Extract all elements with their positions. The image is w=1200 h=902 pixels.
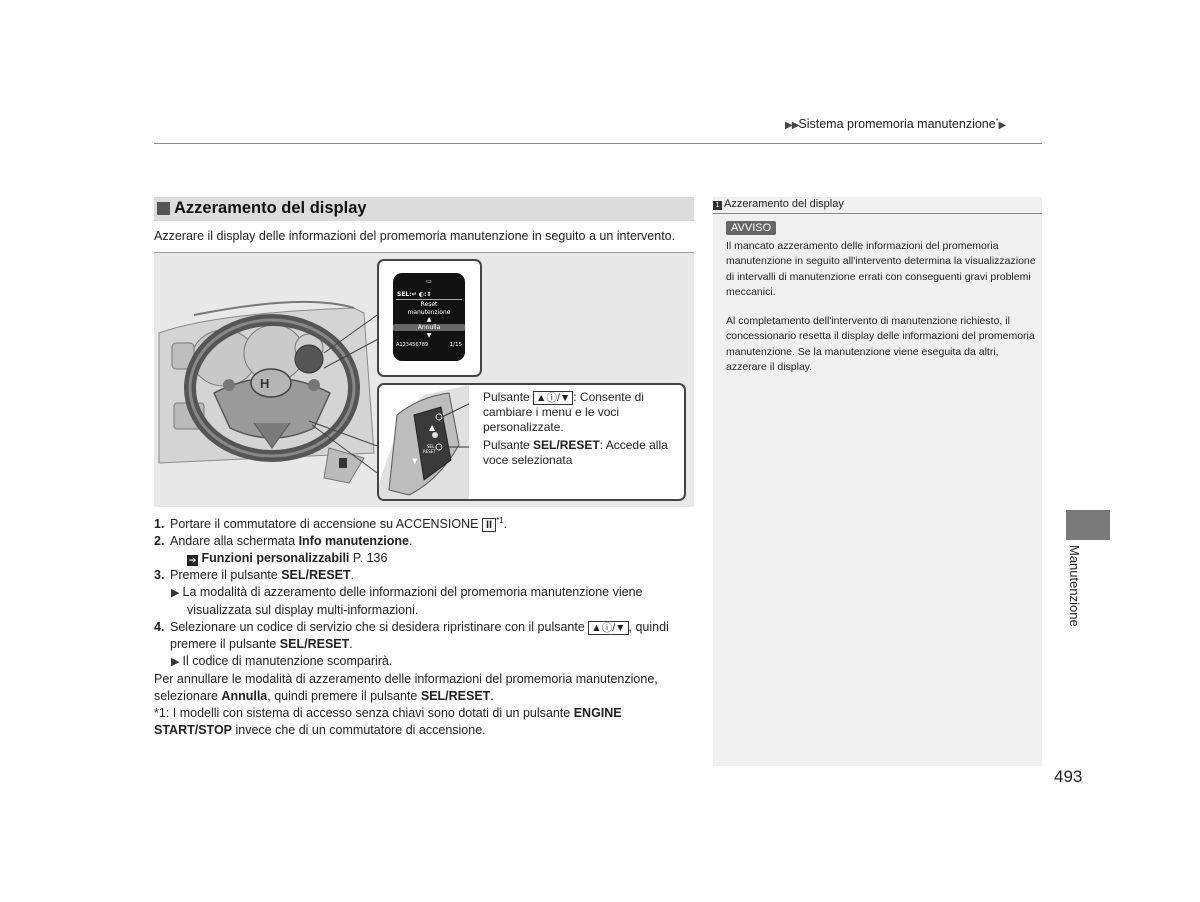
step-bold: SEL/RESET [279, 637, 350, 652]
cancel-bold: SEL/RESET [420, 689, 491, 704]
notice-badge: AVVISO [726, 221, 776, 235]
cancel-text: selezionare [154, 689, 218, 704]
multi-info-display [393, 273, 465, 361]
step-3: 3. Premere il pulsante SEL/RESET. [154, 568, 355, 583]
button-callout [377, 383, 686, 501]
callout1-prefix: Pulsante [483, 390, 530, 404]
callout2-prefix: Pulsante [483, 438, 530, 452]
step-number: 4. [154, 620, 165, 635]
sidebar-paragraph-1: Il mancato azzeramento delle informazioni del promemoria manutenzione in seguito all'intervento determina la visualizzazione di intervalli di manutenzione errati con conseguenti gravi problemi meccanici. [726, 240, 1036, 298]
ignition-on-icon: II [482, 518, 496, 532]
procedure-steps [154, 512, 699, 739]
intro-text: Azzerare il display delle informazioni del promemoria manutenzione in seguito a un intervento. [154, 229, 676, 243]
callout-sel-reset [483, 438, 673, 468]
screen-sel-line: SEL:↵ ◐:⇕ [397, 291, 432, 298]
footnote [154, 705, 699, 722]
result-text: Il codice di manutenzione scomparirà. [182, 654, 393, 669]
section-heading [154, 197, 694, 221]
arrow-icon: ▶ [998, 120, 1006, 131]
cancel-text: , quindi premere il pulsante [267, 689, 418, 704]
section-square-icon [157, 202, 170, 215]
footnote-bold: ENGINE [573, 706, 622, 721]
reference-arrow-icon: ➔ [188, 555, 197, 566]
breadcrumb-asterisk: * [995, 117, 999, 125]
footnote-text: *1: I modelli con sistema di accesso senza chiavi sono dotati di un pulsante [154, 706, 571, 721]
reference-page: P. 136 [352, 551, 388, 566]
cross-reference[interactable] [154, 550, 699, 567]
section-title: Azzeramento del display [174, 199, 367, 217]
screen-page-counter: 1/15 [449, 342, 462, 348]
screen-reset-label: Reset [420, 301, 438, 308]
svg-text:RESET: RESET [423, 449, 436, 454]
cancel-note [154, 671, 699, 688]
step-number: 1. [154, 517, 165, 532]
step-text: Premere il pulsante [170, 568, 278, 583]
reference-title: Funzioni personalizzabili [201, 551, 350, 566]
breadcrumb-label: Sistema promemoria manutenzione [798, 117, 996, 131]
svg-text:H: H [260, 376, 270, 391]
arrow-info-key-icon: ▲ⓘ/▼ [588, 621, 628, 635]
step-bold: Info manutenzione [298, 534, 409, 549]
footnote-bold: START/STOP [154, 723, 233, 738]
step-number: 3. [154, 568, 165, 583]
step-1: 1. Portare il commutatore di accensione su ACCENSIONE II $^{*1}$. [154, 516, 508, 532]
chapter-label [1064, 545, 1086, 640]
sidebar-title: Azzeramento del display [724, 198, 844, 210]
screen-code: A123456789 [396, 342, 429, 348]
footnote-cont [154, 722, 699, 739]
footnote-ref: *1 [496, 516, 504, 525]
svg-text:▼: ▼ [412, 457, 418, 465]
callout2-description: : Accede alla voce selezionata [483, 438, 668, 467]
step-text-cont: , quindi [628, 620, 669, 635]
cancel-note-cont: selezionare Annulla, quindi premere il pulsante SEL/RESET. [154, 689, 494, 704]
screen-maintenance-label: manutenzione [407, 309, 451, 316]
breadcrumb[interactable] [785, 117, 1005, 131]
step-3-result [154, 584, 699, 619]
note-marker-icon: 1 [713, 201, 722, 210]
steering-switch-drawing [379, 385, 469, 499]
double-arrow-icon: ▶▶ [785, 120, 799, 131]
step-text: Portare il commutatore di accensione su ACCENSIONE [170, 517, 479, 532]
result-text: La modalità di azzeramento delle informazioni del promemoria manutenzione viene visualizzata sul display multi-informazioni. [182, 585, 643, 618]
screen-down-arrow: ▼ [426, 332, 432, 339]
footnote-text: invece che di un commutatore di accensione. [235, 723, 486, 738]
display-callout [377, 259, 482, 377]
arrow-info-key-icon: ▲ⓘ/▼ [533, 391, 573, 405]
cancel-bold: Annulla [221, 689, 268, 704]
sidebar-notes [713, 197, 1042, 766]
sidebar-paragraph-2: Al completamento dell'intervento di manutenzione richiesto, il concessionario resetta il display delle informazioni del promemoria manutenzione. Se la manutenzione viene eseguita da altri, azzerare il display. [726, 315, 1035, 373]
screen-divider [396, 299, 462, 300]
sel-reset-key: SEL/RESET [533, 438, 600, 452]
fuel-icon: ▭ [426, 278, 432, 285]
callout-arrow-buttons [483, 390, 673, 435]
svg-text:SEL: SEL [427, 444, 435, 449]
page-number: 493 [1054, 767, 1083, 786]
chapter-tab[interactable] [1066, 510, 1110, 540]
step-text: premere il pulsante [170, 637, 277, 652]
callout1-description: : Consente di cambiare i menu e le voci personalizzate. [483, 390, 644, 434]
step-bold: SEL/RESET [281, 568, 351, 583]
step-4-cont: premere il pulsante SEL/RESET. [170, 637, 353, 652]
step-4 [154, 619, 699, 636]
result-arrow-icon: ▶ [171, 587, 183, 600]
dashboard-illustration [154, 252, 694, 507]
step-text: Selezionare un codice di servizio che si desidera ripristinare con il pulsante [170, 620, 585, 635]
step-number: 2. [154, 534, 165, 549]
step-text: Andare alla schermata [170, 534, 296, 549]
screen-up-arrow: ▲ [426, 316, 432, 323]
chapter-label-text: Manutenzione [1067, 545, 1082, 627]
step-2: 2. Andare alla schermata Info manutenzione. [154, 534, 413, 549]
screen-cancel-option: Annulla [393, 324, 465, 331]
step-4-result [154, 653, 699, 671]
header-divider [154, 143, 1042, 144]
cancel-text: Per annullare le modalità di azzeramento delle informazioni del promemoria manutenzione, [154, 672, 658, 687]
result-arrow-icon: ▶ [171, 656, 183, 669]
svg-text:▲: ▲ [429, 423, 436, 432]
sidebar-header [713, 197, 1042, 214]
